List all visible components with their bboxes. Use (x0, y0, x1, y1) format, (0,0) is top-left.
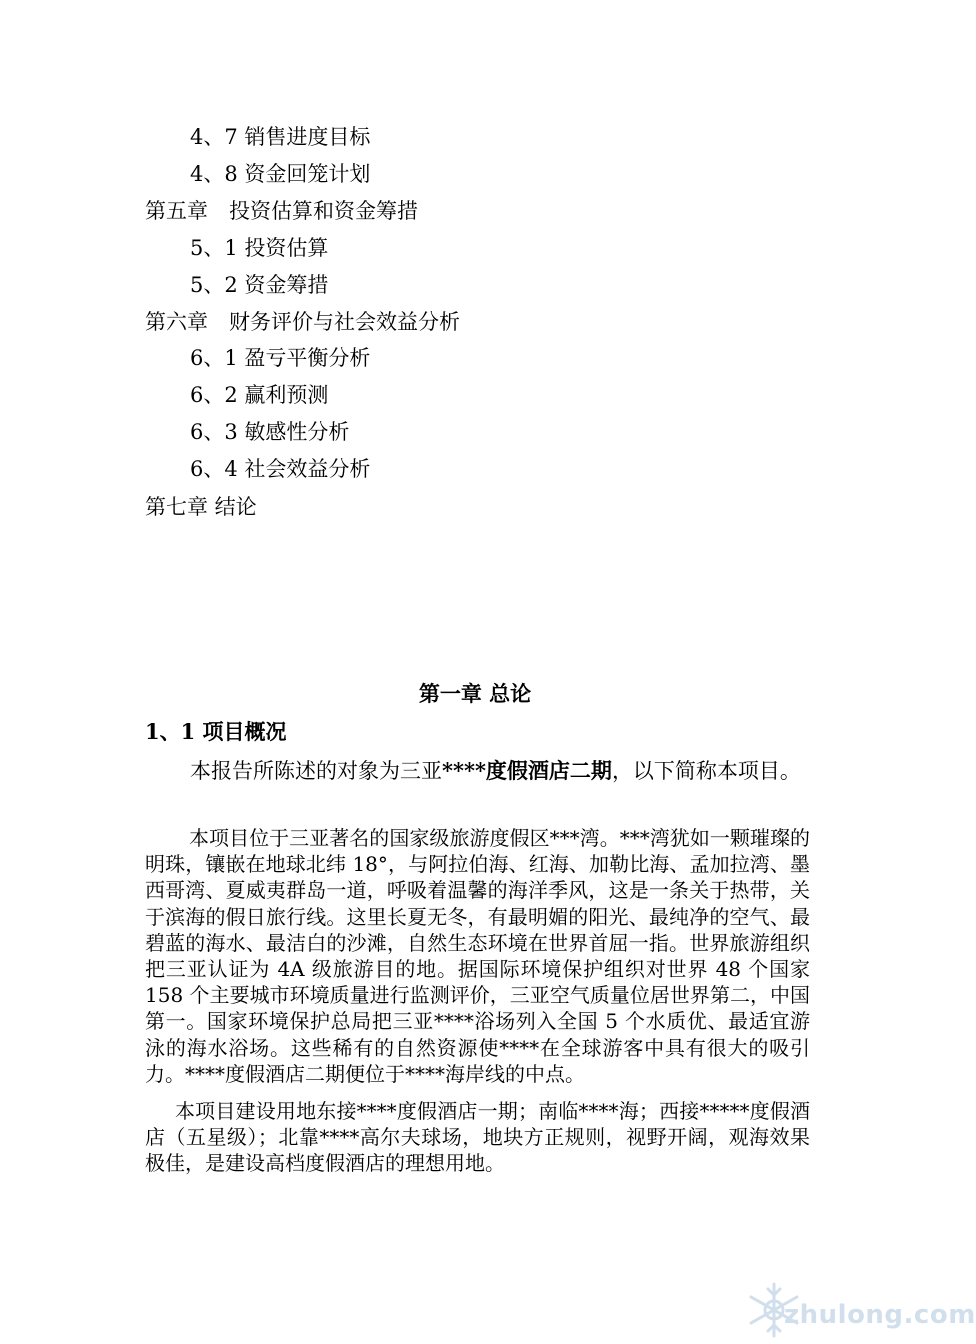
intro-prefix: 本报告所陈述的对象为三亚 (190, 759, 442, 783)
intro-suffix: ，以下简称本项目。 (611, 759, 801, 783)
toc-chapter-7: 第七章 结论 (145, 495, 257, 519)
chapter-title: 第一章 总论 (418, 681, 532, 706)
watermark-text: zhulong.com (784, 1300, 976, 1330)
toc-item-6-3: 6、3 敏感性分析 (190, 420, 350, 444)
toc-item-4-7: 4、7 销售进度目标 (190, 125, 371, 149)
toc-chapter-5: 第五章 投资估算和资金筹措 (145, 199, 418, 223)
paragraph-site: 本项目建设用地东接****度假酒店一期；南临****海；西接*****度假酒店（五星级）；北靠****高尔夫球场，地块方正规则，视野开阔，观海效果极佳，是建设高档度假酒店的理想用地。 (145, 1099, 810, 1176)
project-name: ****度假酒店二期 (442, 758, 612, 783)
toc-item-6-2: 6、2 赢利预测 (190, 383, 329, 407)
toc-item-4-8: 4、8 资金回笼计划 (190, 162, 371, 186)
toc-item-5-1: 5、1 投资估算 (190, 236, 329, 260)
toc-item-6-1: 6、1 盈亏平衡分析 (190, 346, 371, 370)
paragraph-intro (190, 754, 810, 788)
section-heading: 1、1 项目概况 (145, 719, 287, 744)
paragraph-location: 本项目位于三亚著名的国家级旅游度假区***湾。***湾犹如一颗璀璨的明珠，镶嵌在地球北纬 18°，与阿拉伯海、红海、加勒比海、孟加拉湾、墨西哥湾、夏威夷群岛一道，呼吸着温馨的海洋季风，这是一条关于热带，关于滨海的假日旅行线。这里长夏无冬，有最明媚的阳光、最纯净的空气、最碧蓝的海水、最洁白的沙滩，自然生态环境在世界首屈一指。世界旅游组织把三亚认证为 4A 级旅游目的地。据国际环境保护组织对世界 48 个国家 158 个主要城市环境质量进行监测评价，三亚空气质量位居世界第二，中国第一。国家环境保护总局把三亚****浴场列入全国 5 个水质优、最适宜游泳的海水浴场。这些稀有的自然资源使****在全球游客中具有很大的吸引力。****度假酒店二期便位于****海岸线的中点。 (145, 826, 810, 1086)
toc-chapter-6: 第六章 财务评价与社会效益分析 (145, 310, 460, 334)
toc-item-5-2: 5、2 资金筹措 (190, 273, 329, 297)
watermark (664, 1280, 976, 1340)
toc-item-6-4: 6、4 社会效益分析 (190, 457, 371, 481)
